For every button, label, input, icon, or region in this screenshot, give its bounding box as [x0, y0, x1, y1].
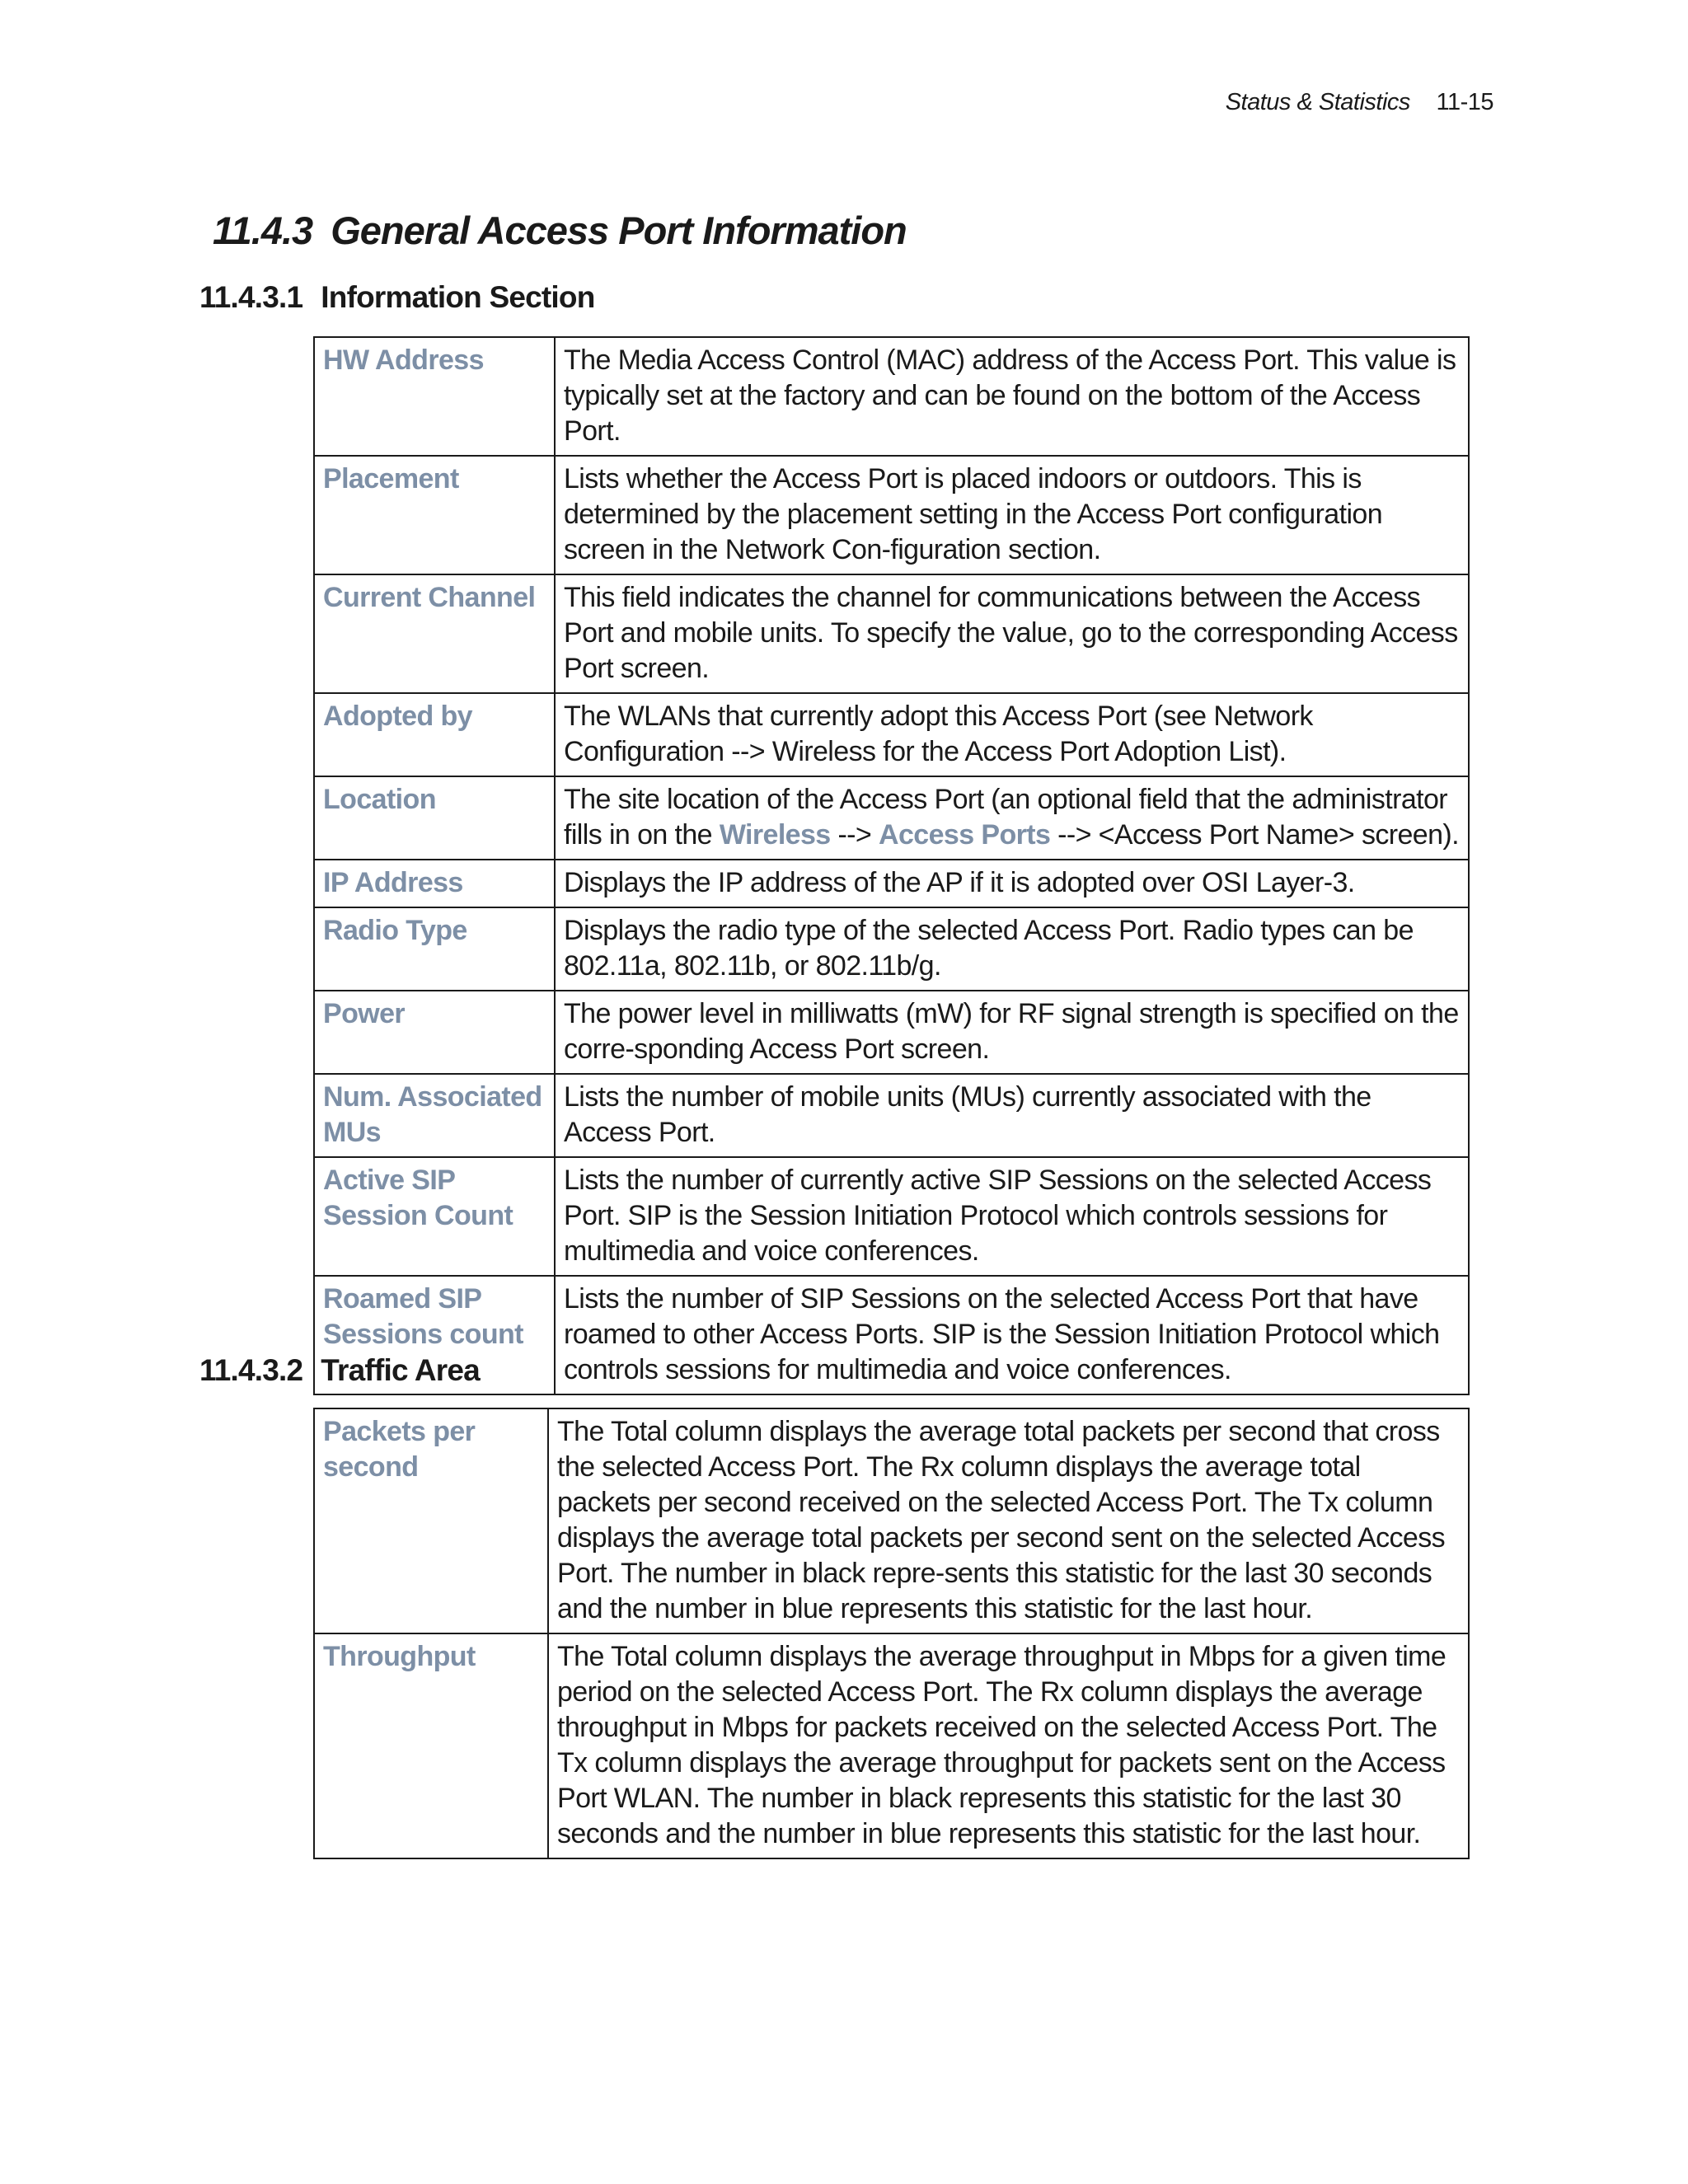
header-page-number: 11-15 — [1436, 89, 1493, 115]
term-cell: Adopted by — [314, 693, 555, 776]
table-row — [314, 1074, 1469, 1157]
description-cell: Lists whether the Access Port is placed indoors or outdoors. This is determined by the placement setting in the Access Port configuration screen in the Network Con-figuration section. — [555, 456, 1469, 574]
description-cell: The Media Access Control (MAC) address of the Access Port. This value is typically set at the factory and can be found on the bottom of the Access Port. — [555, 337, 1469, 456]
running-header — [1226, 89, 1493, 116]
traffic-section-title: Traffic Area — [321, 1353, 480, 1387]
description-cell: Lists the number of SIP Sessions on the selected Access Port that have roamed to other Access Ports. SIP is the Session Initiation Protocol which controls sessions for multimedia and voice conferences. — [555, 1276, 1469, 1394]
traffic-section-number: 11.4.3.2 — [199, 1353, 303, 1387]
term-cell: Power — [314, 991, 555, 1074]
header-section-name: Status & Statistics — [1225, 89, 1410, 115]
description-cell: The Total column displays the average total packets per second that cross the selected Access Port. The Rx column displays the average total packets per second received on the selected Access Port. The Tx column displays the average total packets per second sent on the selected Access Port. The number in black repre-sents this statistic for the last 30 seconds and the number in blue represents this statistic for the last hour. — [548, 1408, 1469, 1633]
description-text: --> — [830, 819, 879, 851]
table-row — [314, 860, 1469, 907]
table-row — [314, 907, 1469, 991]
table-row — [314, 693, 1469, 776]
description-cell: Displays the radio type of the selected Access Port. Radio types can be 802.11a, 802.11b, or 802.11b/g. — [555, 907, 1469, 991]
description-cell: The Total column displays the average throughput in Mbps for a given time period on the selected Access Port. The Rx column displays the average throughput in Mbps for packets received on the selected Access Port. The Tx column displays the average throughput for packets sent on the Access Port WLAN. The number in black represents this statistic for the last 30 seconds and the number in blue represents this statistic for the last hour. — [548, 1633, 1469, 1858]
description-cell: The WLANs that currently adopt this Access Port (see Network Configuration --> Wireless for the Access Port Adoption List). — [555, 693, 1469, 776]
description-cell — [555, 776, 1469, 860]
traffic-section-heading — [199, 1353, 480, 1388]
description-cell: Lists the number of mobile units (MUs) currently associated with the Access Port. — [555, 1074, 1469, 1157]
term-cell: Location — [314, 776, 555, 860]
term-cell: HW Address — [314, 337, 555, 456]
info-section-title: Information Section — [321, 280, 595, 314]
term-cell: Placement — [314, 456, 555, 574]
term-cell: Radio Type — [314, 907, 555, 991]
section-title — [213, 208, 907, 253]
term-cell: Roamed SIP Sessions count — [314, 1276, 555, 1394]
term-cell: Active SIP Session Count — [314, 1157, 555, 1276]
term-cell: IP Address — [314, 860, 555, 907]
description-cell: Displays the IP address of the AP if it is adopted over OSI Layer-3. — [555, 860, 1469, 907]
section-title-text: General Access Port Information — [331, 209, 907, 252]
term-cell: Num. Associated MUs — [314, 1074, 555, 1157]
table-row — [314, 337, 1469, 456]
table-row — [314, 456, 1469, 574]
traffic-area-table — [313, 1408, 1470, 1859]
table-row — [314, 1633, 1469, 1858]
table-row — [314, 1276, 1469, 1394]
term-cell: Packets per second — [314, 1408, 548, 1633]
info-section-heading — [199, 280, 595, 315]
section-number: 11.4.3 — [213, 209, 313, 252]
wireless-menu-reference: Wireless — [719, 819, 831, 851]
term-cell: Throughput — [314, 1633, 548, 1858]
description-cell: The power level in milliwatts (mW) for RF signal strength is specified on the corre-sponding Access Port screen. — [555, 991, 1469, 1074]
description-cell: This field indicates the channel for communications between the Access Port and mobile units. To specify the value, go to the corresponding Access Port screen. — [555, 574, 1469, 693]
description-cell: Lists the number of currently active SIP Sessions on the selected Access Port. SIP is the Session Initiation Protocol which controls sessions for multimedia and voice conferences. — [555, 1157, 1469, 1276]
table-row — [314, 1157, 1469, 1276]
table-row — [314, 1408, 1469, 1633]
description-text: --> <Access Port Name> screen). — [1050, 819, 1459, 851]
table-row — [314, 991, 1469, 1074]
table-row — [314, 776, 1469, 860]
description-text: The site location of the Access Port (an optional field that the administrator fills in on the — [564, 784, 1448, 851]
info-section-table — [313, 336, 1470, 1395]
info-section-number: 11.4.3.1 — [199, 280, 303, 314]
term-cell: Current Channel — [314, 574, 555, 693]
access-ports-menu-reference: Access Ports — [879, 819, 1051, 851]
table-row — [314, 574, 1469, 693]
